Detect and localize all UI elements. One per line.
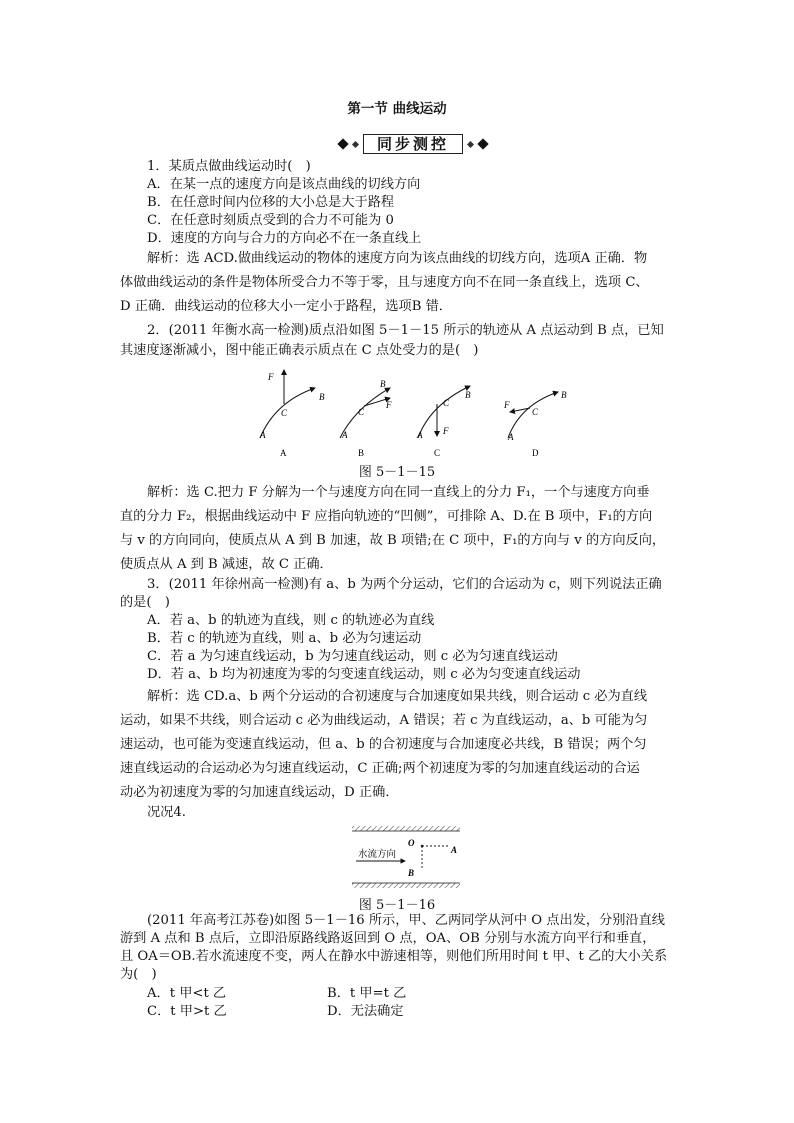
label-a: A [260, 430, 266, 440]
q3-analysis-line: 速运动，也可能为变速直线运动，但 a、b 的合初速度与合加速度必共线，B 错误；两个匀 [120, 737, 647, 752]
q3-stem-line: 3．(2011 年徐州高一检测)有 a、b 为两个分运动，它们的合运动为 c，则下列说法正确 [147, 577, 662, 592]
diamond-icon [467, 141, 474, 148]
label-c: C [532, 407, 539, 417]
figure-5-1-15 [240, 360, 580, 460]
label-c: C [281, 408, 288, 418]
q4-option-c: C．t 甲>t 乙 [147, 1004, 227, 1019]
q2-stem-line: 其速度逐渐减小，图中能正确表示质点在 C 点处受力的是( ) [120, 343, 479, 358]
q3-option-d: D．若 a、b 均为初速度为零的匀变速直线运动，则 c 必为匀变速直线运动 [147, 667, 581, 682]
label-f: F [443, 426, 449, 436]
page-title: 第一节 曲线运动 [347, 101, 447, 117]
q1-analysis-line: 体做曲线运动的条件是物体所受合力不等于零，且与速度方向不在同一条直线上，选项 C、 [120, 275, 649, 290]
q2-stem-line: 2．(2011 年衡水高一检测)质点沿如图 5－1－15 所示的轨迹从 A 点运动到 B 点，已知 [147, 323, 664, 338]
panel-b [340, 379, 392, 458]
q4-stem-line: 游到 A 点和 B 点后，立即沿原路线路返回到 O 点，OA、OB 分别与水流方向平行和垂直， [120, 931, 656, 946]
q2-analysis-line: 解析：选 C.把力 F 分解为一个与速度方向在同一直线上的分力 F₁，一个与速度方向垂 [147, 485, 650, 500]
q3-option-b: B．若 c 的轨迹为直线，则 a、b 必为匀速运动 [147, 631, 422, 646]
label-c: C [443, 398, 450, 408]
q3-analysis-line: 速直线运动的合运动必为匀速直线运动，C 正确;两个初速度为零的匀加速直线运动的合运 [120, 761, 640, 776]
label-a: A [417, 430, 423, 440]
panel-label-c: C [434, 448, 441, 458]
river-bank-bottom [352, 883, 460, 888]
q1-analysis-line: 解析：选 ACD.做曲线运动的物体的速度方向为该点曲线的切线方向，选项A 正确．物 [147, 251, 648, 266]
q1-analysis-line: D 正确．曲线运动的位移大小一定小于路程，选项B 错． [120, 299, 452, 314]
label-a: A [451, 845, 458, 855]
q4-option-b: B．t 甲=t 乙 [327, 986, 407, 1001]
label-a: A [342, 430, 348, 440]
q1-option-c: C．在任意时刻质点受到的合力不可能为 0 [147, 213, 394, 228]
q4-stem-line: (2011 年高考江苏卷)如图 5－1－16 所示，甲、乙两同学从河中 O 点出发，分别沿直线 [147, 913, 665, 928]
q3-analysis-line: 运动，如果不共线，则合运动 c 必为曲线运动，A 错误；若 c 为直线运动，a、b 可能为匀 [120, 713, 648, 728]
q1-option-a: A．在某一点的速度方向是该点曲线的切线方向 [147, 177, 421, 192]
q3-analysis-line: 解析：选 CD.a、b 两个分运动的合初速度与合加速度如果共线，则合运动 c 必为直线 [147, 689, 648, 704]
panel-a [259, 370, 325, 458]
diamond-icon [337, 138, 348, 149]
figure-5-1-16 [350, 824, 462, 890]
diamond-icon [477, 138, 488, 149]
q2-analysis-line: 直的分力 F₂，根据曲线运动中 F 应指向轨迹的“凹侧”，可排除 A、D.在 B 项中，F₁的方向 [120, 509, 653, 524]
figure-caption: 图 5－1－15 [358, 465, 436, 480]
panel-label-a: A [280, 448, 287, 458]
q4-label: 况况4. [147, 805, 186, 820]
q2-analysis-line: 使质点从 A 到 B 减速，故 C 正确． [120, 557, 333, 572]
panel-c [416, 386, 471, 458]
trajectory-curve [260, 388, 315, 438]
q3-option-c: C．若 a 为匀速直线运动，b 为匀速直线运动，则 c 必为匀速直线运动 [147, 649, 558, 664]
banner-label: 同步测控 [363, 134, 463, 154]
q4-option-d: D．无法确定 [327, 1004, 404, 1019]
panel-label-d: D [532, 448, 539, 458]
label-o: O [408, 838, 415, 848]
q1-option-d: D．速度的方向与合力的方向必不在一条直线上 [147, 231, 422, 246]
flow-direction-label: 水流方向 [358, 850, 397, 860]
label-a: A [508, 432, 514, 442]
panel-label-b: B [358, 448, 365, 458]
label-b: B [408, 868, 415, 878]
diamond-icon [352, 141, 359, 148]
q3-analysis-line: 动必为初速度为零的匀加速直线运动，D 正确． [120, 785, 399, 800]
q1-option-b: B．在任意时间内位移的大小总是大于路程 [147, 195, 395, 210]
section-banner [333, 134, 493, 156]
q3-option-a: A．若 a、b 的轨迹为直线，则 c 的轨迹必为直线 [147, 613, 435, 628]
q1-stem: 1．某质点做曲线运动时( ) [147, 159, 311, 174]
q4-option-a: A．t 甲<t 乙 [147, 986, 227, 1001]
q4-stem-line: 为( ) [120, 967, 157, 982]
label-f: F [504, 400, 510, 410]
label-c: C [358, 407, 365, 417]
label-b: B [561, 390, 567, 400]
q2-analysis-line: 与 v 的方向同向，使质点从 A 到 B 加速，故 B 项错;在 C 项中，F₁的方向与 v 的方向反向， [120, 533, 666, 548]
label-b: B [380, 379, 386, 389]
label-b: B [319, 392, 325, 402]
trajectory-curve [340, 388, 390, 438]
river-bank-top [352, 826, 460, 831]
figure-caption: 图 5－1－16 [358, 898, 436, 913]
q3-stem-line: 的是( ) [120, 595, 170, 610]
panel-d [503, 390, 567, 458]
label-b: B [465, 390, 471, 400]
q4-stem-line: 且 OA＝OB.若水流速度不变，两人在静水中游速相等，则他们所用时间 t 甲、t 乙的大小关系 [120, 949, 668, 964]
label-f: F [386, 400, 392, 410]
label-f: F [268, 372, 274, 382]
